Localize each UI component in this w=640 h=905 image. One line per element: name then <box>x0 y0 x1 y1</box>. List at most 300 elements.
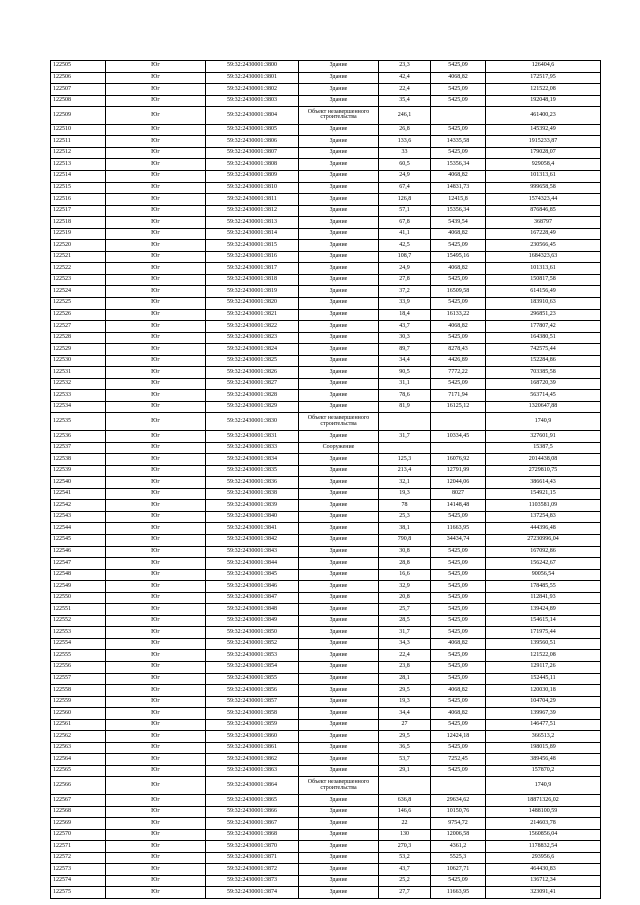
table-row <box>51 534 601 546</box>
object-type-cell: Здание <box>299 182 379 194</box>
object-number-cell: 122509 <box>51 107 106 125</box>
table-row <box>51 558 601 570</box>
area-cell: 57,1 <box>379 205 431 217</box>
cadastral-value-cell: 461400,23 <box>486 107 601 125</box>
district-cell: Юг <box>106 95 206 107</box>
district-cell: Юг <box>106 332 206 344</box>
object-number-cell: 122532 <box>51 378 106 390</box>
cadastral-value-cell: 137254,83 <box>486 511 601 523</box>
unit-price-cell: 16125,12 <box>431 401 486 413</box>
table-row <box>51 107 601 125</box>
district-cell: Юг <box>106 477 206 489</box>
cadastral-number-cell: 59:32:2430001:3803 <box>206 95 299 107</box>
cadastral-number-cell: 59:32:2430001:3840 <box>206 511 299 523</box>
cadastral-value-cell: 230566,45 <box>486 240 601 252</box>
object-number-cell: 122561 <box>51 719 106 731</box>
district-cell: Юг <box>106 696 206 708</box>
cadastral-number-cell: 59:32:2430001:3801 <box>206 72 299 84</box>
district-cell: Юг <box>106 511 206 523</box>
object-type-cell: Здание <box>299 818 379 830</box>
unit-price-cell: 34434,74 <box>431 534 486 546</box>
cadastral-value-cell: 2729810,75 <box>486 465 601 477</box>
area-cell: 67,8 <box>379 217 431 229</box>
cadastral-value-cell: 1740,9 <box>486 777 601 795</box>
unit-price-cell: 9754,72 <box>431 818 486 830</box>
object-type-cell: Объект незавершенного строительства <box>299 777 379 795</box>
district-cell: Юг <box>106 72 206 84</box>
object-type-cell: Здание <box>299 511 379 523</box>
cadastral-value-cell: 296851,23 <box>486 309 601 321</box>
unit-price-cell: 5425,09 <box>431 274 486 286</box>
cadastral-number-cell: 59:32:2430001:3810 <box>206 182 299 194</box>
unit-price-cell: 5425,09 <box>431 875 486 887</box>
object-number-cell: 122512 <box>51 147 106 159</box>
cadastral-number-cell: 59:32:2430001:3821 <box>206 309 299 321</box>
district-cell: Юг <box>106 297 206 309</box>
object-number-cell: 122548 <box>51 569 106 581</box>
table-row <box>51 228 601 240</box>
district-cell: Юг <box>106 500 206 512</box>
object-number-cell: 122545 <box>51 534 106 546</box>
object-number-cell: 122506 <box>51 72 106 84</box>
object-number-cell: 122529 <box>51 344 106 356</box>
unit-price-cell: 5425,09 <box>431 332 486 344</box>
cadastral-number-cell: 59:32:2430001:3862 <box>206 754 299 766</box>
object-type-cell: Здание <box>299 569 379 581</box>
area-cell: 25,7 <box>379 604 431 616</box>
object-number-cell: 122516 <box>51 194 106 206</box>
unit-price-cell: 5425,09 <box>431 546 486 558</box>
cadastral-number-cell: 59:32:2430001:3819 <box>206 286 299 298</box>
area-cell: 67,4 <box>379 182 431 194</box>
cadastral-value-cell: 121522,08 <box>486 84 601 96</box>
district-cell: Юг <box>106 84 206 96</box>
area-cell: 81,9 <box>379 401 431 413</box>
object-type-cell: Здание <box>299 465 379 477</box>
object-type-cell: Здание <box>299 754 379 766</box>
object-number-cell: 122518 <box>51 217 106 229</box>
area-cell: 16,6 <box>379 569 431 581</box>
object-number-cell: 122572 <box>51 852 106 864</box>
object-type-cell: Здание <box>299 719 379 731</box>
unit-price-cell: 4068,82 <box>431 685 486 697</box>
cadastral-number-cell: 59:32:2430001:3815 <box>206 240 299 252</box>
object-number-cell: 122535 <box>51 413 106 431</box>
object-number-cell: 122544 <box>51 523 106 535</box>
area-cell: 23,3 <box>379 61 431 73</box>
table-row <box>51 852 601 864</box>
cadastral-value-cell: 152284,86 <box>486 355 601 367</box>
unit-price-cell: 4068,82 <box>431 638 486 650</box>
district-cell: Юг <box>106 228 206 240</box>
area-cell: 130 <box>379 829 431 841</box>
object-number-cell: 122521 <box>51 251 106 263</box>
cadastral-value-table <box>50 60 601 899</box>
unit-price-cell: 12044,06 <box>431 477 486 489</box>
area-cell: 34,4 <box>379 708 431 720</box>
district-cell: Юг <box>106 465 206 477</box>
cadastral-number-cell: 59:32:2430001:3825 <box>206 355 299 367</box>
cadastral-number-cell: 59:32:2430001:3846 <box>206 581 299 593</box>
cadastral-value-cell: 112841,93 <box>486 592 601 604</box>
cadastral-number-cell: 59:32:2430001:3818 <box>206 274 299 286</box>
table-row <box>51 378 601 390</box>
cadastral-value-cell: 18871326,02 <box>486 795 601 807</box>
unit-price-cell: 4426,89 <box>431 355 486 367</box>
table-row <box>51 795 601 807</box>
table-row <box>51 742 601 754</box>
district-cell: Юг <box>106 627 206 639</box>
object-number-cell: 122534 <box>51 401 106 413</box>
cadastral-value-cell: 444396,48 <box>486 523 601 535</box>
object-type-cell: Здание <box>299 367 379 379</box>
cadastral-value-cell: 1740,9 <box>486 413 601 431</box>
cadastral-number-cell: 59:32:2430001:3823 <box>206 332 299 344</box>
area-cell: 213,4 <box>379 465 431 477</box>
cadastral-value-cell: 464430,83 <box>486 864 601 876</box>
object-type-cell: Здание <box>299 321 379 333</box>
area-cell: 53,7 <box>379 754 431 766</box>
cadastral-value-cell: 999658,58 <box>486 182 601 194</box>
district-cell: Юг <box>106 378 206 390</box>
cadastral-value-cell: 327601,91 <box>486 431 601 443</box>
area-cell: 246,1 <box>379 107 431 125</box>
cadastral-number-cell: 59:32:2430001:3841 <box>206 523 299 535</box>
unit-price-cell: 15356,34 <box>431 205 486 217</box>
district-cell: Юг <box>106 136 206 148</box>
table-row <box>51 806 601 818</box>
district-cell: Юг <box>106 454 206 466</box>
district-cell: Юг <box>106 390 206 402</box>
cadastral-value-cell: 156242,67 <box>486 558 601 570</box>
unit-price-cell: 5425,09 <box>431 124 486 136</box>
district-cell: Юг <box>106 864 206 876</box>
cadastral-value-cell: 614156,49 <box>486 286 601 298</box>
area-cell: 34,3 <box>379 638 431 650</box>
area-cell: 146,6 <box>379 806 431 818</box>
district-cell: Юг <box>106 263 206 275</box>
object-number-cell: 122554 <box>51 638 106 650</box>
cadastral-value-cell: 101313,61 <box>486 263 601 275</box>
object-number-cell: 122519 <box>51 228 106 240</box>
unit-price-cell: 11663,95 <box>431 887 486 899</box>
table-row <box>51 604 601 616</box>
district-cell: Юг <box>106 124 206 136</box>
cadastral-number-cell: 59:32:2430001:3813 <box>206 217 299 229</box>
cadastral-value-cell: 386614,43 <box>486 477 601 489</box>
area-cell: 89,7 <box>379 344 431 356</box>
cadastral-number-cell: 59:32:2430001:3833 <box>206 442 299 454</box>
object-type-cell: Здание <box>299 765 379 777</box>
cadastral-value-cell: 929058,4 <box>486 159 601 171</box>
object-number-cell: 122551 <box>51 604 106 616</box>
object-type-cell: Здание <box>299 875 379 887</box>
cadastral-value-cell: 145392,49 <box>486 124 601 136</box>
table-row <box>51 731 601 743</box>
table-row <box>51 61 601 73</box>
cadastral-number-cell: 59:32:2430001:3852 <box>206 638 299 650</box>
area-cell: 19,3 <box>379 488 431 500</box>
district-cell: Юг <box>106 442 206 454</box>
district-cell: Юг <box>106 806 206 818</box>
cadastral-value-cell: 121522,08 <box>486 650 601 662</box>
district-cell: Юг <box>106 367 206 379</box>
area-cell: 28,1 <box>379 673 431 685</box>
cadastral-number-cell: 59:32:2430001:3856 <box>206 685 299 697</box>
table-row <box>51 454 601 466</box>
object-number-cell: 122567 <box>51 795 106 807</box>
cadastral-value-cell: 164380,51 <box>486 332 601 344</box>
district-cell: Юг <box>106 742 206 754</box>
area-cell: 78 <box>379 500 431 512</box>
object-type-cell: Здание <box>299 170 379 182</box>
district-cell: Юг <box>106 413 206 431</box>
object-number-cell: 122550 <box>51 592 106 604</box>
unit-price-cell: 14148,48 <box>431 500 486 512</box>
object-number-cell: 122527 <box>51 321 106 333</box>
area-cell: 31,7 <box>379 627 431 639</box>
cadastral-value-cell: 154921,15 <box>486 488 601 500</box>
district-cell: Юг <box>106 875 206 887</box>
cadastral-number-cell: 59:32:2430001:3861 <box>206 742 299 754</box>
table-row <box>51 321 601 333</box>
object-type-cell: Здание <box>299 742 379 754</box>
table-row <box>51 251 601 263</box>
cadastral-value-cell: 1915233,87 <box>486 136 601 148</box>
area-cell: 18,4 <box>379 309 431 321</box>
cadastral-number-cell: 59:32:2430001:3848 <box>206 604 299 616</box>
object-type-cell: Здание <box>299 147 379 159</box>
cadastral-value-cell: 1103581,09 <box>486 500 601 512</box>
object-number-cell: 122563 <box>51 742 106 754</box>
object-type-cell: Здание <box>299 217 379 229</box>
cadastral-value-cell: 563714,45 <box>486 390 601 402</box>
cadastral-number-cell: 59:32:2430001:3822 <box>206 321 299 333</box>
district-cell: Юг <box>106 205 206 217</box>
cadastral-value-cell: 323091,41 <box>486 887 601 899</box>
cadastral-number-cell: 59:32:2430001:3850 <box>206 627 299 639</box>
cadastral-number-cell: 59:32:2430001:3829 <box>206 401 299 413</box>
object-number-cell: 122558 <box>51 685 106 697</box>
table-row <box>51 754 601 766</box>
object-number-cell: 122562 <box>51 731 106 743</box>
district-cell: Юг <box>106 887 206 899</box>
cadastral-value-cell: 1560856,04 <box>486 829 601 841</box>
table-row <box>51 431 601 443</box>
cadastral-number-cell: 59:32:2430001:3865 <box>206 795 299 807</box>
cadastral-value-cell: 157870,2 <box>486 765 601 777</box>
unit-price-cell: 15356,34 <box>431 159 486 171</box>
district-cell: Юг <box>106 719 206 731</box>
area-cell: 25,2 <box>379 875 431 887</box>
district-cell: Юг <box>106 852 206 864</box>
district-cell: Юг <box>106 818 206 830</box>
table-row <box>51 818 601 830</box>
cadastral-value-cell: 120030,18 <box>486 685 601 697</box>
district-cell: Юг <box>106 592 206 604</box>
object-type-cell: Здание <box>299 592 379 604</box>
cadastral-number-cell: 59:32:2430001:3868 <box>206 829 299 841</box>
cadastral-value-cell: 179028,07 <box>486 147 601 159</box>
district-cell: Юг <box>106 523 206 535</box>
cadastral-value-cell: 703385,58 <box>486 367 601 379</box>
cadastral-value-cell: 214603,78 <box>486 818 601 830</box>
object-type-cell: Здание <box>299 731 379 743</box>
cadastral-number-cell: 59:32:2430001:3835 <box>206 465 299 477</box>
district-cell: Юг <box>106 754 206 766</box>
table-row <box>51 500 601 512</box>
unit-price-cell: 5525,3 <box>431 852 486 864</box>
unit-price-cell: 12791,99 <box>431 465 486 477</box>
cadastral-number-cell: 59:32:2430001:3854 <box>206 661 299 673</box>
cadastral-number-cell: 59:32:2430001:3845 <box>206 569 299 581</box>
object-number-cell: 122569 <box>51 818 106 830</box>
unit-price-cell: 5425,09 <box>431 558 486 570</box>
table-row <box>51 887 601 899</box>
object-type-cell: Здание <box>299 627 379 639</box>
cadastral-number-cell: 59:32:2430001:3806 <box>206 136 299 148</box>
unit-price-cell: 5425,09 <box>431 95 486 107</box>
cadastral-value-cell: 1178832,54 <box>486 841 601 853</box>
object-number-cell: 122557 <box>51 673 106 685</box>
table-row <box>51 615 601 627</box>
unit-price-cell: 5425,09 <box>431 378 486 390</box>
unit-price-cell: 5425,09 <box>431 673 486 685</box>
object-type-cell: Здание <box>299 332 379 344</box>
cadastral-value-cell: 27230996,04 <box>486 534 601 546</box>
table-row <box>51 696 601 708</box>
area-cell: 30,8 <box>379 546 431 558</box>
table-row <box>51 390 601 402</box>
object-type-cell: Здание <box>299 806 379 818</box>
object-type-cell: Здание <box>299 240 379 252</box>
district-cell: Юг <box>106 685 206 697</box>
area-cell: 29,1 <box>379 765 431 777</box>
district-cell: Юг <box>106 107 206 125</box>
table-row <box>51 95 601 107</box>
object-type-cell: Здание <box>299 604 379 616</box>
cadastral-number-cell: 59:32:2430001:3816 <box>206 251 299 263</box>
area-cell: 36,5 <box>379 742 431 754</box>
table-row <box>51 592 601 604</box>
cadastral-value-cell: 139560,51 <box>486 638 601 650</box>
area-cell: 25,3 <box>379 511 431 523</box>
object-number-cell: 122510 <box>51 124 106 136</box>
cadastral-number-cell: 59:32:2430001:3866 <box>206 806 299 818</box>
object-type-cell: Здание <box>299 344 379 356</box>
district-cell: Юг <box>106 401 206 413</box>
unit-price-cell: 12424,18 <box>431 731 486 743</box>
cadastral-number-cell: 59:32:2430001:3812 <box>206 205 299 217</box>
object-type-cell: Здание <box>299 708 379 720</box>
unit-price-cell: 29634,62 <box>431 795 486 807</box>
cadastral-number-cell: 59:32:2430001:3847 <box>206 592 299 604</box>
unit-price-cell <box>431 107 486 125</box>
district-cell: Юг <box>106 558 206 570</box>
object-type-cell: Здание <box>299 829 379 841</box>
unit-price-cell: 4068,82 <box>431 170 486 182</box>
object-number-cell: 122528 <box>51 332 106 344</box>
object-type-cell: Здание <box>299 534 379 546</box>
object-type-cell: Здание <box>299 887 379 899</box>
district-cell: Юг <box>106 355 206 367</box>
cadastral-number-cell: 59:32:2430001:3859 <box>206 719 299 731</box>
area-cell: 43,7 <box>379 321 431 333</box>
table-row <box>51 72 601 84</box>
object-number-cell: 122526 <box>51 309 106 321</box>
cadastral-value-cell: 139967,39 <box>486 708 601 720</box>
table-row <box>51 182 601 194</box>
cadastral-value-cell: 167228,49 <box>486 228 601 240</box>
district-cell: Юг <box>106 673 206 685</box>
cadastral-value-cell: 146477,51 <box>486 719 601 731</box>
object-type-cell: Здание <box>299 454 379 466</box>
unit-price-cell: 5425,09 <box>431 604 486 616</box>
table-row <box>51 581 601 593</box>
object-type-cell: Здание <box>299 864 379 876</box>
object-number-cell: 122525 <box>51 297 106 309</box>
unit-price-cell: 5439,54 <box>431 217 486 229</box>
area-cell: 29,5 <box>379 731 431 743</box>
cadastral-number-cell: 59:32:2430001:3820 <box>206 297 299 309</box>
object-number-cell: 122538 <box>51 454 106 466</box>
object-number-cell: 122513 <box>51 159 106 171</box>
object-type-cell: Здание <box>299 309 379 321</box>
table-row <box>51 511 601 523</box>
area-cell <box>379 442 431 454</box>
object-number-cell: 122536 <box>51 431 106 443</box>
district-cell: Юг <box>106 546 206 558</box>
object-number-cell: 122549 <box>51 581 106 593</box>
district-cell: Юг <box>106 708 206 720</box>
cadastral-value-cell: 90056,54 <box>486 569 601 581</box>
area-cell: 33,9 <box>379 297 431 309</box>
area-cell: 125,3 <box>379 454 431 466</box>
unit-price-cell: 4068,82 <box>431 708 486 720</box>
table-row <box>51 765 601 777</box>
table-row <box>51 638 601 650</box>
unit-price-cell: 4068,82 <box>431 263 486 275</box>
table-row <box>51 627 601 639</box>
unit-price-cell: 5425,09 <box>431 581 486 593</box>
district-cell: Юг <box>106 661 206 673</box>
table-row <box>51 332 601 344</box>
district-cell: Юг <box>106 194 206 206</box>
cadastral-value-cell: 742575,44 <box>486 344 601 356</box>
cadastral-value-cell: 167092,86 <box>486 546 601 558</box>
cadastral-number-cell: 59:32:2430001:3849 <box>206 615 299 627</box>
district-cell: Юг <box>106 286 206 298</box>
cadastral-number-cell: 59:32:2430001:3839 <box>206 500 299 512</box>
object-number-cell: 122565 <box>51 765 106 777</box>
unit-price-cell: 4068,82 <box>431 72 486 84</box>
area-cell: 23,8 <box>379 661 431 673</box>
unit-price-cell: 5425,09 <box>431 61 486 73</box>
cadastral-value-cell: 1320647,88 <box>486 401 601 413</box>
object-number-cell: 122517 <box>51 205 106 217</box>
object-type-cell: Здание <box>299 488 379 500</box>
cadastral-value-cell: 1684323,63 <box>486 251 601 263</box>
district-cell: Юг <box>106 159 206 171</box>
cadastral-number-cell: 59:32:2430001:3800 <box>206 61 299 73</box>
object-number-cell: 122523 <box>51 274 106 286</box>
table-row <box>51 217 601 229</box>
object-type-cell: Здание <box>299 546 379 558</box>
area-cell: 43,7 <box>379 864 431 876</box>
unit-price-cell: 7171,94 <box>431 390 486 402</box>
unit-price-cell: 5425,09 <box>431 297 486 309</box>
cadastral-number-cell: 59:32:2430001:3860 <box>206 731 299 743</box>
